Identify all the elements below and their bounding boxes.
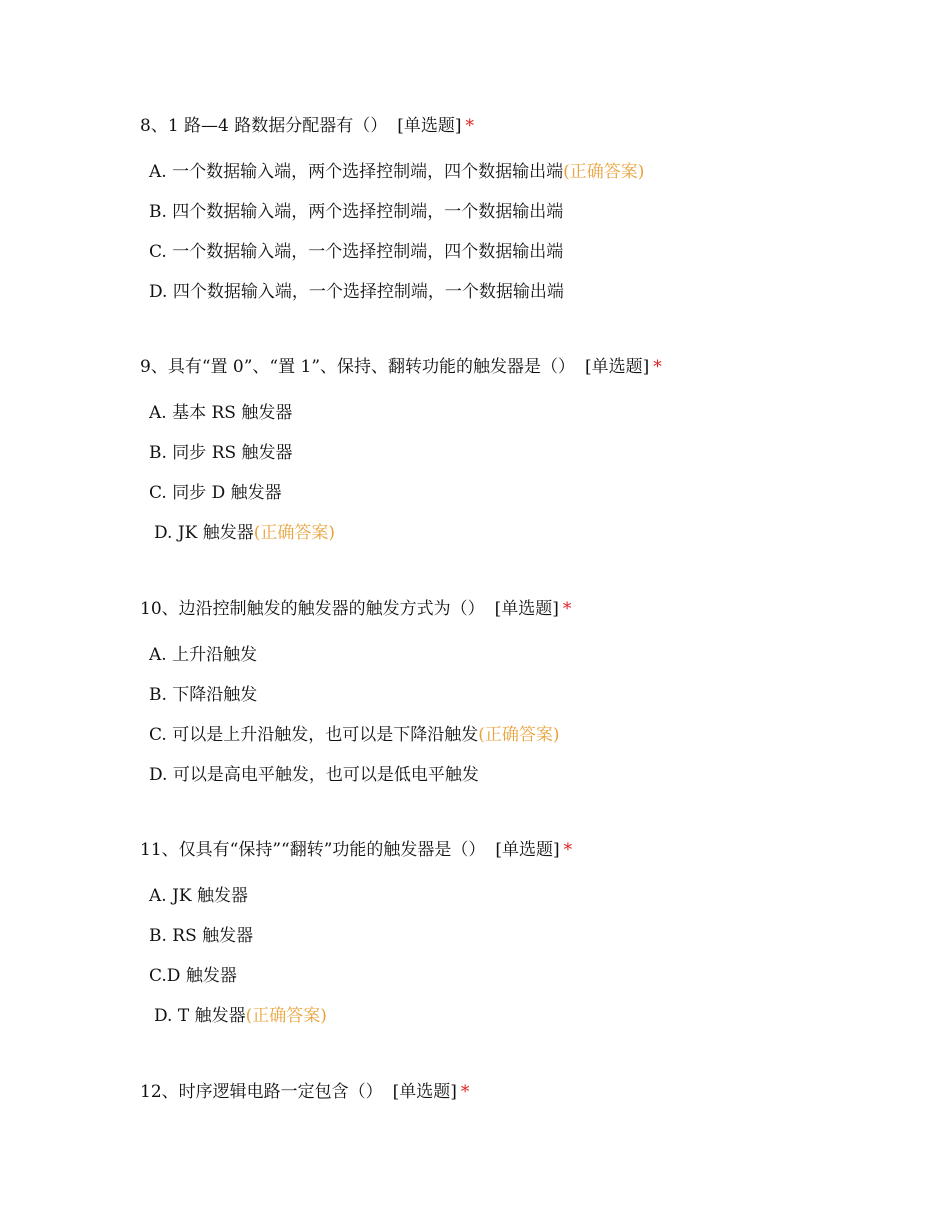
option-text: B. 同步 RS 触发器 [149,443,293,463]
question-8 [140,114,900,320]
required-marker: * [465,116,475,136]
question-11 [140,838,900,1044]
option-c [140,964,900,988]
option-c [140,240,900,264]
option-text: B. 四个数据输入端，两个选择控制端，一个数据输出端 [149,202,564,222]
question-text: 11、仅具有“保持”“翻转”功能的触发器是（） [140,840,486,860]
option-text: D. JK 触发器 [154,523,254,543]
option-c [140,481,900,505]
question-type-label: [单选题] [585,357,650,377]
question-title [140,355,900,379]
option-text: C.D 触发器 [149,966,237,986]
question-type-label: [单选题] [397,116,462,136]
option-b [140,441,900,465]
required-marker: * [460,1082,470,1102]
option-b [140,200,900,224]
option-text: A. 一个数据输入端，两个选择控制端，四个数据输出端 [149,162,564,182]
option-c [140,723,900,747]
option-text: D. T 触发器 [154,1006,246,1026]
question-title [140,597,900,621]
option-text: B. RS 触发器 [149,926,254,946]
option-d [140,280,900,304]
question-type-label: [单选题] [392,1082,457,1102]
option-b [140,924,900,948]
option-text: C. 可以是上升沿触发，也可以是下降沿触发 [149,725,479,745]
question-title [140,114,900,138]
option-text: A. JK 触发器 [149,886,249,906]
question-10 [140,597,900,803]
question-text: 8、1 路—4 路数据分配器有（） [140,116,388,136]
correct-answer-marker: (正确答案) [245,1006,327,1026]
option-text: B. 下降沿触发 [149,685,258,705]
option-d [140,521,900,545]
question-title [140,838,900,862]
question-title [140,1080,900,1104]
option-a [140,884,900,908]
correct-answer-marker: (正确答案) [253,523,336,543]
option-text: D. 可以是高电平触发，也可以是低电平触发 [149,765,479,785]
required-marker: * [562,599,572,619]
correct-answer-marker: (正确答案) [563,162,645,182]
option-a [140,401,900,425]
option-b [140,683,900,707]
question-text: 12、时序逻辑电路一定包含（） [140,1082,383,1102]
option-text: C. 同步 D 触发器 [149,483,282,503]
option-text: C. 一个数据输入端，一个选择控制端，四个数据输出端 [149,242,564,262]
required-marker: * [653,357,662,377]
question-9 [140,355,900,561]
question-type-label: [单选题] [495,840,560,860]
question-text: 10、边沿控制触发的触发器的触发方式为（） [140,599,485,619]
option-text: A. 基本 RS 触发器 [149,403,293,423]
option-d [140,763,900,787]
required-marker: * [563,840,573,860]
option-d [140,1004,900,1028]
question-12 [140,1080,900,1104]
question-text: 9、具有“置 0”、“置 1”、保持、翻转功能的触发器是（） [140,357,576,377]
option-a [140,643,900,667]
option-text: A. 上升沿触发 [149,645,258,665]
question-type-label: [单选题] [494,599,559,619]
option-a [140,160,900,184]
option-text: D. 四个数据输入端，一个选择控制端，一个数据输出端 [149,282,564,302]
correct-answer-marker: (正确答案) [478,725,560,745]
